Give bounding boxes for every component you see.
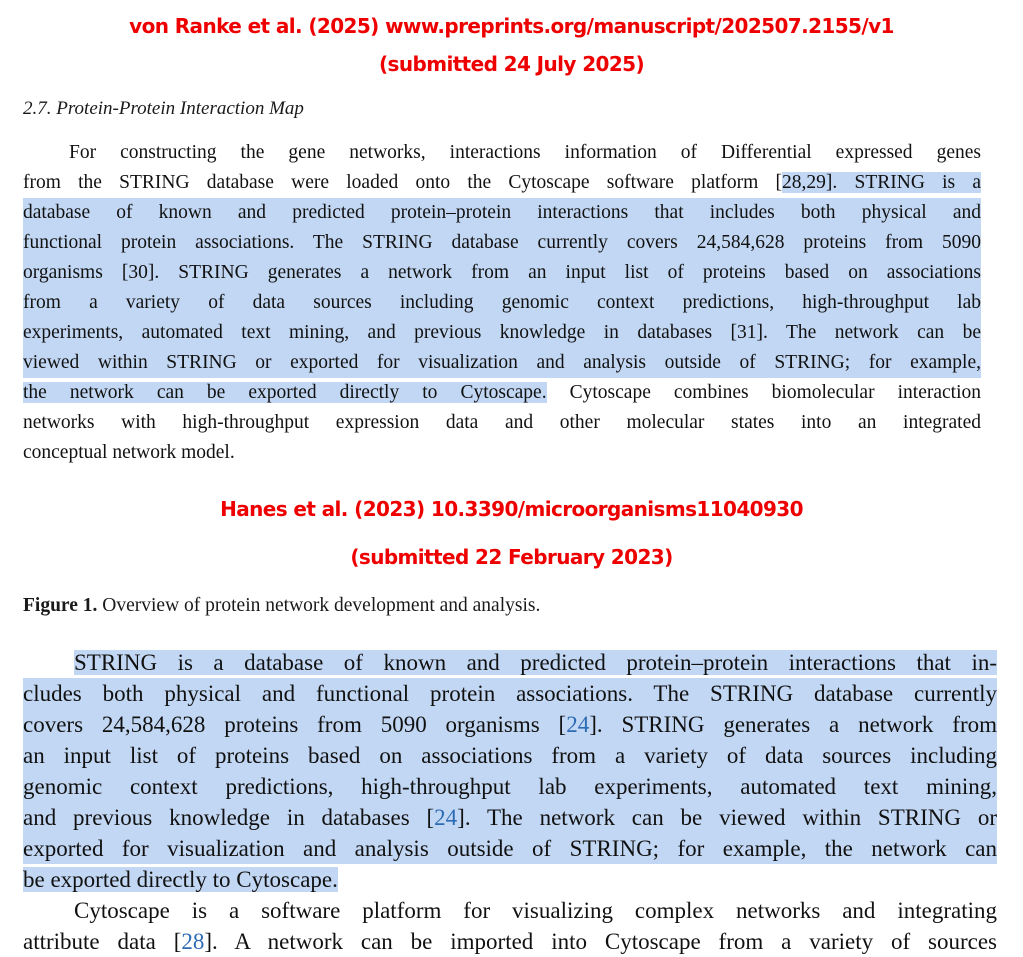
source-2-citation-heading: Hanes et al. (2023) 10.3390/microorganisms11040930: [220, 497, 803, 521]
excerpt-1-line: [23, 168, 981, 198]
source-1-date-heading: (submitted 24 July 2025): [379, 52, 644, 76]
excerpt-2-line: [23, 647, 997, 678]
highlighted-text: genomic context predictions, high-throughput lab experiments, automated text mining,: [23, 774, 997, 799]
highlighted-text: cludes both physical and functional protein associations. The STRING database currently: [23, 681, 997, 706]
excerpt-1-paragraph: [23, 138, 981, 478]
excerpt-1-line: [23, 138, 981, 168]
highlighted-text: organisms [30]. STRING generates a network from an input list of proteins based on associations: [23, 262, 981, 283]
excerpt-1-line[interactable]: [23, 288, 981, 318]
excerpt-1-line[interactable]: [23, 318, 981, 348]
highlighted-text[interactable]: be exported directly to Cytoscape.: [23, 867, 338, 892]
highlighted-text: experiments, automated text mining, and previous knowledge in databases [31]. The network can be: [23, 322, 981, 343]
highlighted-text: from a variety of data sources including genomic context predictions, high-throughput lab: [23, 292, 981, 313]
highlighted-text: viewed within STRING or exported for visualization and analysis outside of STRING; for example,: [23, 352, 981, 373]
excerpt-2-line: [23, 895, 997, 926]
excerpt-1-line: [23, 438, 981, 468]
excerpt-2-line[interactable]: [23, 771, 997, 802]
excerpt-2-paragraph: [23, 647, 997, 954]
highlighted-text: ]. The network can be viewed within STRING or: [457, 805, 997, 830]
excerpt-1-line[interactable]: [23, 228, 981, 258]
excerpt-2-line[interactable]: [23, 678, 997, 709]
source-1-citation-heading: von Ranke et al. (2025) www.preprints.org/manuscript/202507.2155/v1: [129, 14, 894, 38]
line-text: conceptual network model.: [23, 442, 235, 463]
excerpt-1-line: [23, 378, 981, 408]
excerpt-1-line[interactable]: [23, 198, 981, 228]
highlighted-text[interactable]: 28,29]. STRING is a: [782, 172, 981, 193]
figure-caption-text: Overview of protein network development and analysis.: [97, 595, 541, 616]
citation-link[interactable]: 24: [566, 712, 590, 737]
excerpt-1-line[interactable]: [23, 348, 981, 378]
highlighted-text: and previous knowledge in databases [: [23, 805, 435, 830]
excerpt-1-line[interactable]: [23, 258, 981, 288]
highlighted-text: functional protein associations. The STRING database currently covers 24,584,628 proteins from 5090: [23, 232, 981, 253]
highlighted-text: an input list of proteins based on associations from a variety of data sources including: [23, 743, 997, 768]
highlighted-text: exported for visualization and analysis outside of STRING; for example, the network can: [23, 836, 997, 861]
line-text: attribute data [: [23, 929, 182, 954]
highlighted-text[interactable]: STRING is a database of known and predicted protein–protein interactions that in-: [74, 650, 997, 675]
citation-link[interactable]: 24: [434, 805, 458, 830]
highlighted-text: covers 24,584,628 proteins from 5090 organisms [: [23, 712, 567, 737]
excerpt-2-line[interactable]: [23, 740, 997, 771]
excerpt-2-line[interactable]: [23, 709, 997, 740]
line-text: ]. A network can be imported into Cytoscape from a variety of sources: [204, 929, 997, 954]
highlighted-text: database of known and predicted protein–protein interactions that includes both physical and: [23, 202, 981, 223]
section-title: 2.7. Protein-Protein Interaction Map: [23, 98, 304, 119]
highlighted-text: ]. STRING generates a network from: [589, 712, 997, 737]
line-text: networks with high-throughput expression data and other molecular states into an integrated: [23, 412, 981, 433]
excerpt-2-line[interactable]: [23, 833, 997, 864]
excerpt-2-line: [23, 864, 997, 895]
line-text: Cytoscape combines biomolecular interaction: [546, 382, 981, 403]
excerpt-2-line[interactable]: [23, 802, 997, 833]
source-2-date-heading: (submitted 22 February 2023): [350, 545, 673, 569]
line-text: from the STRING database were loaded onto the Cytoscape software platform [: [23, 172, 783, 193]
line-text: Cytoscape is a software platform for visualizing complex networks and integrating: [74, 898, 997, 923]
excerpt-1-line: [23, 408, 981, 438]
figure-label: Figure 1.: [23, 595, 98, 616]
figure-caption: [23, 595, 540, 617]
highlighted-text[interactable]: the network can be exported directly to Cytoscape.: [23, 382, 547, 403]
citation-link[interactable]: 28: [181, 929, 205, 954]
line-text: For constructing the gene networks, interactions information of Differential expressed genes: [69, 142, 981, 163]
